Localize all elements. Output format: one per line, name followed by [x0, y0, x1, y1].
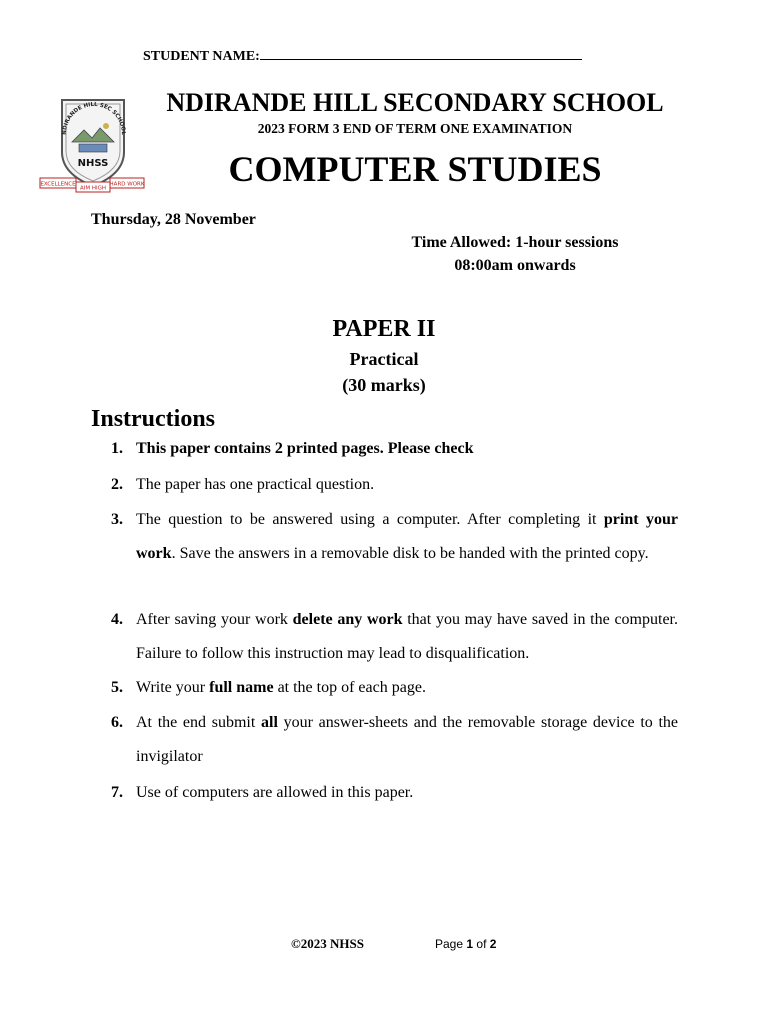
instruction-item — [111, 468, 678, 502]
time-allowed: Time Allowed: 1-hour sessions — [411, 234, 619, 251]
crest-motto-center: AIM HIGH — [79, 185, 107, 192]
exam-date: Thursday, 28 November — [91, 211, 256, 228]
instructions-heading: Instructions — [91, 406, 216, 432]
instruction-emphasis: print your work — [136, 511, 678, 562]
paper-title: PAPER II — [332, 316, 436, 342]
page-total: 2 — [489, 937, 497, 951]
instruction-emphasis: delete any work — [292, 611, 403, 628]
instruction-item — [111, 776, 678, 810]
student-name-field — [143, 47, 582, 65]
footer-page-number — [435, 937, 496, 951]
instruction-text: Write your — [136, 679, 210, 696]
instruction-text: The paper has one practical question. — [136, 476, 375, 493]
instruction-item — [111, 503, 678, 571]
student-name-blank-line — [260, 47, 582, 60]
instruction-text: At the end submit — [136, 714, 261, 731]
instruction-number: 1. — [111, 440, 123, 457]
instruction-text: The question to be answered using a computer. After completing it — [136, 511, 604, 528]
page-of: of — [476, 937, 487, 951]
instruction-number: 4. — [111, 611, 123, 628]
instruction-item — [111, 432, 678, 466]
paper-type: Practical — [349, 349, 419, 369]
exam-title: 2023 FORM 3 END OF TERM ONE EXAMINATION — [257, 121, 573, 136]
school-name: NDIRANDE HILL SECONDARY SCHOOL — [166, 88, 664, 117]
instruction-number: 6. — [111, 714, 123, 731]
instruction-text: at the top of each page. — [273, 679, 426, 696]
paper-marks: (30 marks) — [342, 375, 426, 395]
subject-title: COMPUTER STUDIES — [228, 149, 602, 189]
instruction-text: . Save the answers in a removable disk to be handed with the printed copy. — [171, 545, 649, 562]
instruction-emphasis: full name — [209, 679, 274, 696]
instruction-number: 3. — [111, 511, 123, 528]
instruction-number: 5. — [111, 679, 123, 696]
crest-initials: NHSS — [77, 158, 109, 169]
page-label: Page — [435, 937, 464, 951]
student-name-label: STUDENT NAME: — [143, 49, 260, 64]
instruction-number: 2. — [111, 476, 123, 493]
page-current: 1 — [466, 937, 474, 951]
instruction-item — [111, 671, 678, 705]
instruction-emphasis: all — [261, 714, 278, 731]
crest-motto-right: HARD WORK — [109, 181, 145, 188]
crest-arc-text: NDIRANDE HILL SEC SCHOOL — [61, 101, 127, 135]
school-crest-logo — [38, 94, 148, 194]
start-time: 08:00am onwards — [454, 257, 576, 274]
instruction-text: your answer-sheets and the removable storage device to the invigilator — [136, 714, 678, 765]
instruction-text: After saving your work — [136, 611, 293, 628]
footer-copyright: ©2023 NHSS — [291, 936, 364, 951]
instruction-text: Use of computers are allowed in this paper. — [136, 784, 414, 801]
instruction-text: that you may have saved in the computer. Failure to follow this instruction may lead to disqualification. — [136, 611, 678, 662]
instruction-text: This paper contains 2 printed pages. Please check — [136, 440, 474, 457]
instruction-item — [111, 603, 678, 671]
instruction-number: 7. — [111, 784, 123, 801]
crest-motto-left: EXCELLENCE — [40, 181, 76, 188]
instruction-item — [111, 706, 678, 774]
